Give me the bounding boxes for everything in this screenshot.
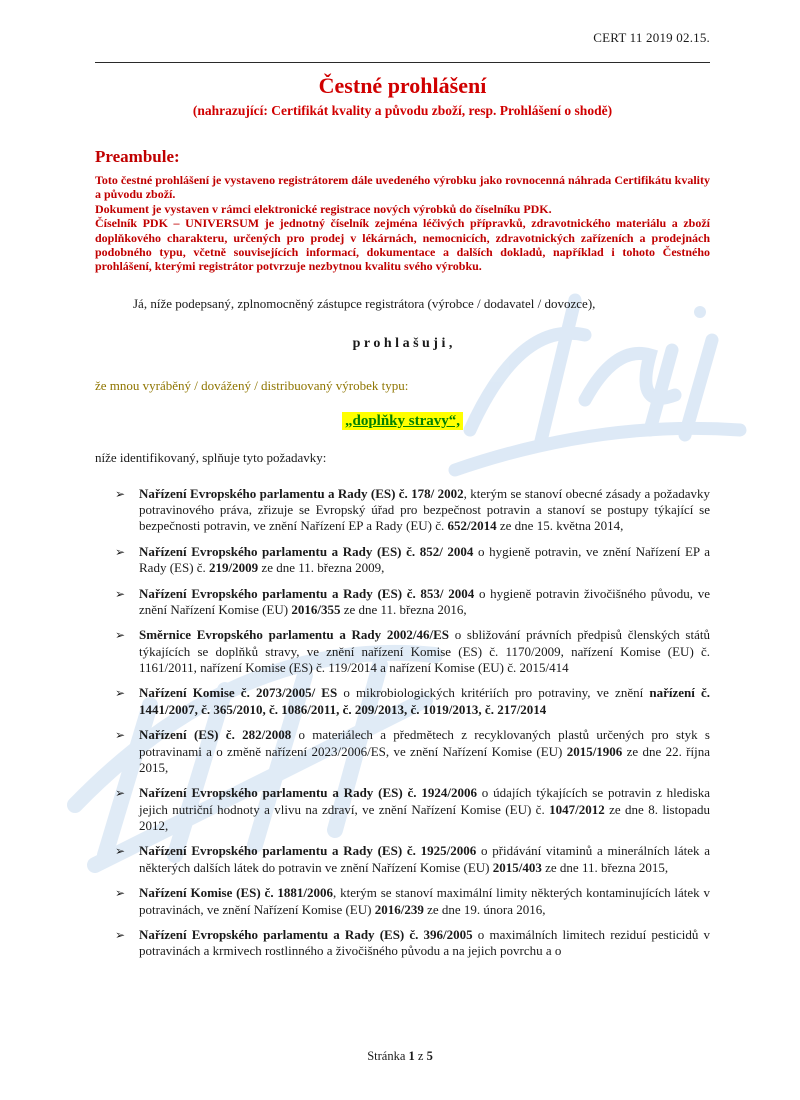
page-footer: [0, 1049, 800, 1064]
product-type-line: [95, 412, 710, 430]
list-item: [95, 627, 710, 676]
list-item-text: Nařízení (ES) č. 282/2008 o materiálech a předmětech z recyklovaných plastů určených pro styk s potravinami a o změně nařízení 2023/2006/ES, ve znění Nařízení Komise (EU) 2015/1906 ze dne 22. října 2015,: [139, 727, 710, 775]
footer-page-number: 1: [408, 1049, 415, 1063]
list-item-text: Nařízení Komise č. 2073/2005/ ES o mikrobiologických kritériích pro potraviny, ve znění nařízení č. 1441/2007, č. 365/2010, č. 1086/2011, č. 209/2013, č. 1019/2013, č. 217/2014: [139, 685, 710, 717]
arrow-bullet-icon: ➢: [115, 886, 126, 901]
list-item: [95, 785, 710, 834]
list-item-text: Nařízení Evropského parlamentu a Rady (ES) č. 853/ 2004 o hygieně potravin živočišného původu, ve znění Nařízení Komise (EU) 2016/355 ze dne 11. března 2016,: [139, 585, 711, 617]
list-item: [95, 843, 710, 876]
list-item-text: Nařízení Evropského parlamentu a Rady (ES) č. 178/ 2002, kterým se stanoví obecné zásady a požadavky potravinového práva, zřizuje se Evropský úřad pro bezpečnost potravin a stanoví se postupy týkající se bezpečnosti potravin, ve znění Nařízení EP a Rady (EU) č. 652/2014 ze dne 15. května 2014,: [139, 485, 710, 534]
document-subtitle: (nahrazující: Certifikát kvality a původu zboží, resp. Prohlášení o shodě): [192, 103, 613, 118]
footer-label: Stránka: [367, 1049, 406, 1063]
list-item: [95, 544, 710, 577]
footer-page-total: 5: [426, 1049, 433, 1063]
list-item: [95, 586, 710, 619]
arrow-bullet-icon: ➢: [115, 728, 126, 743]
list-item: [95, 685, 710, 718]
preamble-paragraph-1: Toto čestné prohlášení je vystaveno registrátorem dále uvedeného výrobku jako rovnocenná náhrada Certifikátu kvality a původu zboží.: [95, 173, 710, 202]
doc-code: CERT 11 2019 02.15.: [593, 30, 710, 45]
footer-separator: z: [417, 1049, 424, 1063]
arrow-bullet-icon: ➢: [115, 586, 126, 601]
list-item: [95, 486, 710, 535]
list-item: [95, 885, 710, 918]
list-item-text: Nařízení Evropského parlamentu a Rady (ES) č. 396/2005 o maximálních limitech reziduí pesticidů v potravinách a krmivech rostlinného a živočišného původu a na jejich povrchu a o: [139, 926, 711, 959]
preamble-section: [95, 173, 710, 274]
arrow-bullet-icon: ➢: [115, 686, 126, 701]
arrow-bullet-icon: ➢: [115, 786, 126, 801]
product-line: že mnou vyráběný / dovážený / distribuovaný výrobek typu:: [95, 377, 409, 393]
arrow-bullet-icon: ➢: [115, 544, 126, 559]
preamble-paragraph-2: Dokument je vystaven v rámci elektronické registrace nových výrobků do číselníku PDK.: [95, 201, 552, 216]
arrow-bullet-icon: ➢: [115, 844, 126, 859]
list-item-text: Nařízení Evropského parlamentu a Rady (ES) č. 1924/2006 o údajích týkajících se potravin z hlediska jejich nutriční hodnoty a vlivu na zdraví, ve znění Nařízení Komise (EU) č. 1047/2012 ze dne 8. listopadu 2012,: [139, 785, 711, 834]
list-item-text: Nařízení Komise (ES) č. 1881/2006, kterým se stanoví maximální limity některých kontaminujících látek v potravinách, ve znění Nařízení Komise (EU) 2016/239 ze dne 19. února 2016,: [139, 885, 711, 917]
document-title: Čestné prohlášení: [318, 73, 487, 98]
header-rule: [95, 62, 710, 63]
list-item: [95, 727, 710, 776]
preamble-heading: Preambule:: [95, 147, 180, 166]
list-item-text: Nařízení Evropského parlamentu a Rady (ES) č. 852/ 2004 o hygieně potravin, ve znění Nařízení EP a Rady (ES) č. 219/2009 ze dne 11. března 2009,: [139, 543, 711, 576]
requirements-intro: níže identifikovaný, splňuje tyto požadavky:: [95, 449, 327, 465]
list-item-text: Směrnice Evropského parlamentu a Rady 2002/46/ES o sbližování právních předpisů členských států týkajících se doplňků stravy, ve znění nařízení Komise (ES) č. 1170/2009, nařízení Komise (EU) č. 1161/2011, nařízení Komise (ES) č. 119/2014 a nařízení Komise (EU) č. 2015/414: [139, 627, 710, 676]
declaration-intro: Já, níže podepsaný, zplnomocněný zástupce registrátora (výrobce / dodavatel / dovozce),: [133, 295, 596, 311]
requirements-list: [95, 486, 710, 960]
list-item-text: Nařízení Evropského parlamentu a Rady (ES) č. 1925/2006 o přidávání vitaminů a minerálních látek a některých dalších látek do potravin ve znění Nařízení Komise (EU) 2015/403 ze dne 11. března 2015,: [139, 843, 711, 875]
declaration-statement: p r o h l a š u j i ,: [352, 335, 453, 351]
arrow-bullet-icon: ➢: [115, 927, 126, 942]
preamble-paragraph-3: Číselník PDK – UNIVERSUM je jednotný číselník zejména léčivých přípravků, zdravotnického materiálu a zboží doplňkového charakteru, určených pro prodej v lékárnách, nemocnicích, zdravotnických zařízeních a prodejnách podobného typu, včetně souvisejících informací, dokumentace a dalších dokladů, například i tohoto Čestného prohlášení, kterými registrátor potvrzuje nezbytnou kvalitu svého výrobku.: [95, 216, 710, 274]
list-item: [95, 927, 710, 960]
arrow-bullet-icon: ➢: [115, 486, 126, 501]
product-type-highlight: „doplňky stravy“,: [342, 412, 463, 430]
arrow-bullet-icon: ➢: [115, 628, 126, 643]
